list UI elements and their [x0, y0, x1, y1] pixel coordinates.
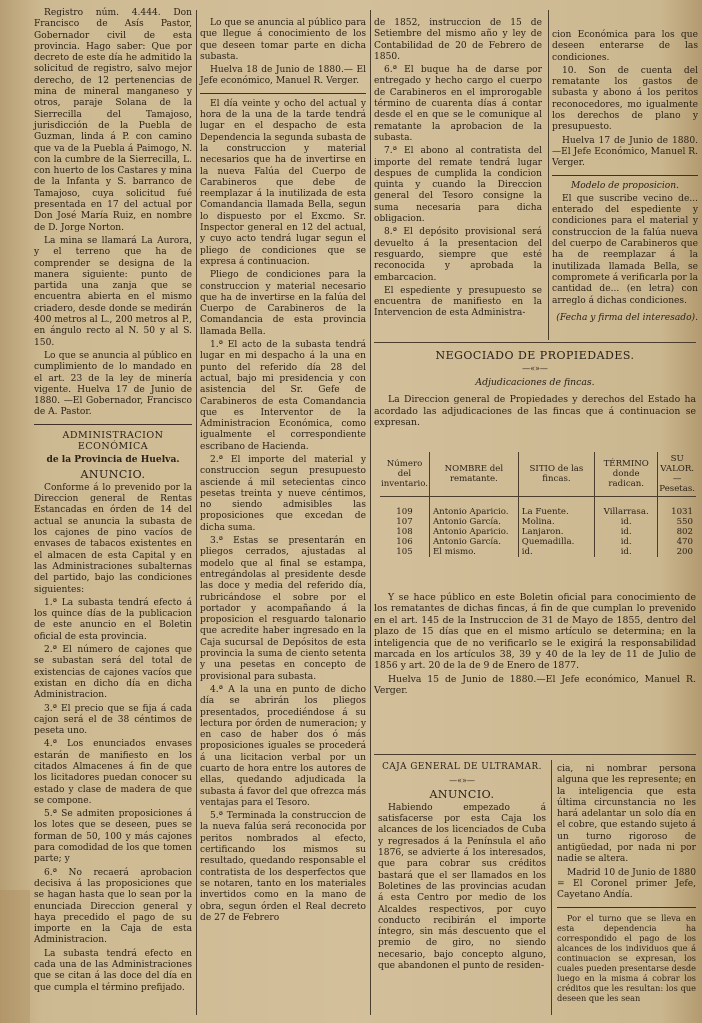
column-2: [200, 18, 366, 926]
falua-condition-10: 10. Son de cuenta del rematante los gastos de subasta y abono á los peritos reconocedores, mo igualmente los derechos de plano y presupuesto.: [552, 65, 698, 133]
negociado-ornament: —«»—: [522, 364, 548, 374]
mining-claim-description: La mina se llamará La Aurora, y el terreno que ha de comprender se designa de la manera siguiente: punto de partida una zanja que se encuentra abierta en el mismo criadero, desde donde se medirán 400 metros al L., 200 metros al P., en ángulo recto al N. 50 y al S. 150.: [34, 235, 192, 348]
cell-termino: id.: [595, 547, 658, 557]
section-divider: [374, 754, 696, 755]
mining-notice-closing: Lo que se anuncia al público en cumplimiento de lo mandado en el art. 23 de la ley de minería vigente. Huelva 17 de Junio de 1880. —El Gobernador, Francisco de A. Pastor.: [34, 350, 192, 418]
table-row: [380, 497, 696, 518]
negociado-section: [374, 350, 696, 430]
caja-section-continued: [557, 764, 696, 1005]
paper-stain: [0, 890, 30, 1023]
caja-paragraph-3: Por el turno que se lleva en esta dependencia ha correspondido el pago de los alcances de los individuos que á continuacion se expresan, los cuales pueden presentarse desde luego en la misma á cobrar los créditos que les resultan: los que deseen que les sean: [557, 912, 696, 1003]
cell-termino: id.: [595, 537, 658, 547]
column-3: [374, 18, 542, 322]
col4-continuation: cion Económica para los que deseen enterarse de las condiciones.: [552, 30, 698, 63]
col-header-valor: SU VALOR. — Pesetas.: [658, 452, 696, 497]
mining-registry-notice: Registro núm. 4.444. Don Francisco de Asís Pastor, Gobernador civil de esta provincia. Hago saber: Que por decreto de este día he admitido la solicitud de registro, salvo mejor derecho, de 12 pertenencias de mina de mineral manganeso y otros, paraje Solana de la Sierrecilla del Tamajoso, jurisdicción de la Puebla de Guzman, linda á P. con camino que va de la Puebla á Paimogo, N. con la cumbre de la Sierrecilla, L. con huerto de los Castares y mina de la Infanta y S. barranco de Tamajoso, cuya solicitud fué presentada en 17 del actual por Don José María Ruiz, en nombre de D. Jorge Norton.: [34, 8, 192, 233]
falua-condition-4: 4.ª A la una en punto de dicho día se abrirán los pliegos presentados, procediéndose á su lectura por órden de numeracion; y en caso de haber dos ó más proposiciones iguales se procederá á una licitacion verbal por un cuarto de hora entre los autores de ellas, quedando adjudicada la subasta á favor del que ofrezca más ventajas para el Tesoro.: [200, 684, 366, 808]
col4-signature: Huelva 17 de Junio de 1880. —El Jefe Económico, Manuel R. Verger.: [552, 135, 698, 169]
cell-valor: 802: [676, 527, 693, 537]
cell-numero: 105: [380, 547, 429, 557]
subasta-closing: La subasta tendrá efecto en cada una de las Administraciones que se citan á las doce del día en que cumpla el término prefijado.: [34, 948, 192, 993]
cell-numero: 109: [380, 497, 429, 518]
falua-condition-3: 3.ª Estas se presentarán en pliegos cerrados, ajustadas al modelo que al final se estampa, entregándolas al presidente desde las doce y media del referido día, rubricándose el sobre por el portador y acompañando á la proposicion el resguardo talonario que acredite haber ingresado en la Caja sucursal de Depósitos de esta provincia la suma de ciento setenta y una pesetas en concepto de provisional para subasta.: [200, 536, 366, 682]
modelo-heading: Modelo de proposicion.: [570, 180, 680, 191]
cell-termino: id.: [595, 517, 658, 527]
section-divider: [552, 175, 698, 176]
condition-1: 1.ª La subasta tendrá efecto á los quince días de la publicacion de este anuncio en el Boletin oficial de esta provincia.: [34, 597, 192, 642]
falua-condition-6: 6.ª El buque ha de darse por entregado y hecho cargo el cuerpo de Carabineros en el improrogable término de cuarenta días á contar desde el en que se le comunique al rematante la aprobacion de la subasta.: [374, 65, 542, 143]
cell-sitio: Molina.: [518, 517, 594, 527]
column-separator: [551, 760, 552, 1015]
column-separator: [196, 10, 197, 1015]
caja-anuncio-heading: ANUNCIO.: [429, 787, 495, 801]
cell-valor: 200: [676, 547, 693, 557]
negociado-body: Y se hace público en este Boletin oficial para conocimiento de los rematantes de dichas fincas, á fin de que cumplan lo prevenido en el art. 145 de la Instruccion de 31 de Mayo de 1855, dentro del plazo de 15 días que en el mismo artículo se determina; en la inteligencia que de no verificarlo se le exigirá la responsabilidad marcada en los artículos 38, 39 y 40 de la ley de 11 de Julio de 1856 y art. 20 de la de 9 de Enero de 1877.: [374, 592, 696, 672]
cell-sitio: id.: [518, 547, 594, 557]
falua-condition-8: 8.ª El depósito provisional será devuelto á la presentacion del resguardo, siempre que esté reconocida y aprobada la embarcacion.: [374, 227, 542, 283]
cell-nombre: Antonio Aparicio.: [429, 527, 518, 537]
subasta-intro: Conforme á lo prevenido por la Direccion general de Rentas Estancadas en órden de 14 del actual se anuncia la subasta de los cajones de pino vacíos de envases de tabacos existentes en el almacen de esta Capital y en las Administraciones subalternas del partido, bajo las condiciones siguientes:: [34, 482, 192, 595]
caja-ornament: —«»—: [449, 776, 475, 786]
admin-economica-subtitle: de la Provincia de Huelva.: [46, 454, 180, 466]
col2-intro: Lo que se anuncia al público para que llegue á conocimiento de los que deseen tomar parte en dicha subasta.: [200, 18, 366, 62]
col-header-numero: Número del inventario.: [380, 452, 429, 497]
cell-numero: 108: [380, 527, 429, 537]
cell-nombre: Antonio Aparicio.: [429, 497, 518, 518]
table-row: [380, 547, 696, 557]
anuncio-heading: ANUNCIO.: [80, 467, 146, 481]
column-separator: [370, 10, 371, 1015]
condition-5: 5.ª Se admiten proposiciones á los lotes que se deseen, pues se forman de 50, 100 y más cajones para comodidad de los que tomen parte; y: [34, 809, 192, 865]
cell-valor: 470: [676, 537, 693, 547]
modelo-firma: (Fecha y firma del interesado).: [556, 312, 698, 323]
caja-signature: Madrid 10 de Junio de 1880 = El Coronel primer Jefe, Cayetano Andía.: [557, 867, 696, 901]
negociado-body-section: [374, 592, 696, 699]
col-header-sitio: SITIO de las fincas.: [518, 452, 594, 497]
cell-sitio: La Fuente.: [518, 497, 594, 518]
table-body: [380, 497, 696, 558]
section-divider: [34, 424, 192, 425]
cell-valor: 550: [676, 517, 693, 527]
condition-2: 2.ª El número de cajones que se subastan será del total de existencias de cajones vacíos que existan en dicho día en dicha Administracion.: [34, 645, 192, 701]
section-divider: [200, 93, 366, 94]
falua-subasta-notice: El día veinte y ocho del actual y hora de la una de la tarde tendrá lugar en el despacho de esta Dependencia la segunda subasta de la construccion y material necesarios que ha de invertirse en la nueva Falúa del Cuerpo de Carabineros que debe de reemplazar á la inutilizada de esta Comandancia llamada Bella, segun lo dispuesto por el Excmo. Sr. Inspector general en 12 del actual, y cuyo acto tendrá lugar segun el pliego de condiciones que se expresa á continuacion.: [200, 98, 366, 267]
column-1: [34, 8, 192, 996]
condition-6: 6.ª No recaerá aprobacion decisiva á las proposiciones que se hagan hasta que lo sean por la enunciada Direccion general y haya precedido el pago de su importe en la Caja de esta Administracion.: [34, 867, 192, 946]
falua-condition-5: 5.ª Terminada la construccion de la nueva falúa será reconocida por peritos nombrados al efecto, certificando los mismos su resultado, quedando responsable el contratista de los desperfectos que se notaren, tanto en los materiales invertidos como en la mano de obra, segun órden el Real decreto de 27 de Febrero: [200, 811, 366, 923]
cell-numero: 107: [380, 517, 429, 527]
cell-sitio: Lanjaron.: [518, 527, 594, 537]
column-4: [552, 30, 698, 326]
cell-nombre: Antonio García.: [429, 517, 518, 527]
caja-title: CAJA GENERAL DE ULTRAMAR.: [382, 762, 542, 772]
caja-paragraph-1: Habiendo empezado á satisfacerse por esta Caja los alcances de los licenciados de Cuba y regresados á la Península el año 1876, se advierte á los interesados, que para cobrar sus créditos bastará que el ser llamados en los Boletines de las provincias acudan á esta Centro por medio de los Alcaldes respectivos, por cuyo conducto recibirán el importe íntegro, sin más descuento que el premio de giro, no siendo necesario, bajo concepto alguno, que abandonen el punto de residen-: [378, 802, 546, 972]
falua-condition-7: 7.ª El abono al contratista del importe del remate tendrá lugar despues de cumplida la condicion quinta y cuando la Direccion general del Tesoro consigne la suma necesaria para dicha obligacion.: [374, 146, 542, 225]
falua-condition-1: 1.ª El acto de la subasta tendrá lugar en mi despacho á la una en punto del referido día 28 del actual, bajo mi presidencia y con asistencia del Sr. Gefe de Carabineros de esta Comandancia que es Interventor de la Administracion Económica, como igualmente el correspondiente escribano de Hacienda.: [200, 340, 366, 452]
table-row: [380, 517, 696, 527]
table-row: [380, 537, 696, 547]
adjudicaciones-table: [380, 452, 696, 557]
cell-termino: Villarrasa.: [595, 497, 658, 518]
expediente-note: El espediente y presupuesto se encuentra de manifiesto en la Intervencion de esta Administra-: [374, 285, 542, 319]
col2-signature: Huelva 18 de Junio de 1880.— El Jefe económico, Manuel R. Verger.: [200, 65, 366, 87]
cell-nombre: El mismo.: [429, 547, 518, 557]
condition-4: 4.ª Los enunciados envases estarán de manifiesto en los citados Almacenes á fin de que los licitadores puedan conocer su estado y clase de madera de que se compone.: [34, 739, 192, 806]
cell-valor: 1031: [671, 507, 693, 517]
col-header-termino: TÉRMINO donde radican.: [595, 452, 658, 497]
falua-condition-2: 2.ª El importe del material y construccion segun presupuesto asciende á mil setecientas cinco pesetas treinta y nueve céntimos, no siendo admisibles las proposiciones que excedan de dicha suma.: [200, 454, 366, 533]
modelo-text: El que suscribe vecino de... enterado del espediente y condiciones para el material y construccion de la falúa nueva del cuerpo de Carabineros que ha de reemplazar á la inutilizada llamada Bella, se compromete á verificarla por la cantidad de... (en letra) con arreglo á dichas condiciones.: [552, 193, 698, 306]
caja-section: [378, 762, 546, 974]
admin-economica-title: ADMINISTRACION ECONÓMICA: [62, 429, 164, 452]
section-divider: [374, 342, 696, 343]
negociado-title: NEGOCIADO DE PROPIEDADES.: [435, 349, 635, 362]
negociado-signature: Huelva 15 de Junio de 1880.—El Jefe económico, Manuel R. Verger.: [374, 673, 696, 697]
section-divider: [557, 907, 696, 908]
condition-3: 3.ª El precio que se fija á cada cajon será el de 38 céntimos de peseta uno.: [34, 703, 192, 737]
table-row: [380, 527, 696, 537]
col3-continuation: de 1852, instruccion de 15 de Setiembre del mismo año y ley de Contabilidad de 20 de Febrero de 1850.: [374, 18, 542, 62]
cell-termino: id.: [595, 527, 658, 537]
cell-numero: 106: [380, 537, 429, 547]
cell-sitio: Quemadilla.: [518, 537, 594, 547]
column-separator: [548, 10, 549, 340]
cell-nombre: Antonio García.: [429, 537, 518, 547]
negociado-subtitle: Adjudicaciones de fincas.: [475, 376, 595, 388]
col-header-nombre: NOMBRE del rematante.: [429, 452, 518, 497]
caja-paragraph-2: cia, ni nombrar persona alguna que les represente; en la inteligencia que esta última circunstancia no les hará adelantar un solo día en el cobre, que estando sujeto á un turno rigoroso de antigüedad, por nada ni por nadie se altera.: [557, 764, 696, 865]
pliego-heading: Pliego de condiciones para la construccion y material necesario que ha de invertirse en la falúa del Cuerpo de Carabineros de la Comandancia de esta provincia llamada Bella.: [200, 270, 366, 337]
negociado-intro: La Direccion general de Propiedades y derechos del Estado ha acordado las adjudicaciones de las fincas que á continuacion se expresan.: [374, 394, 696, 429]
